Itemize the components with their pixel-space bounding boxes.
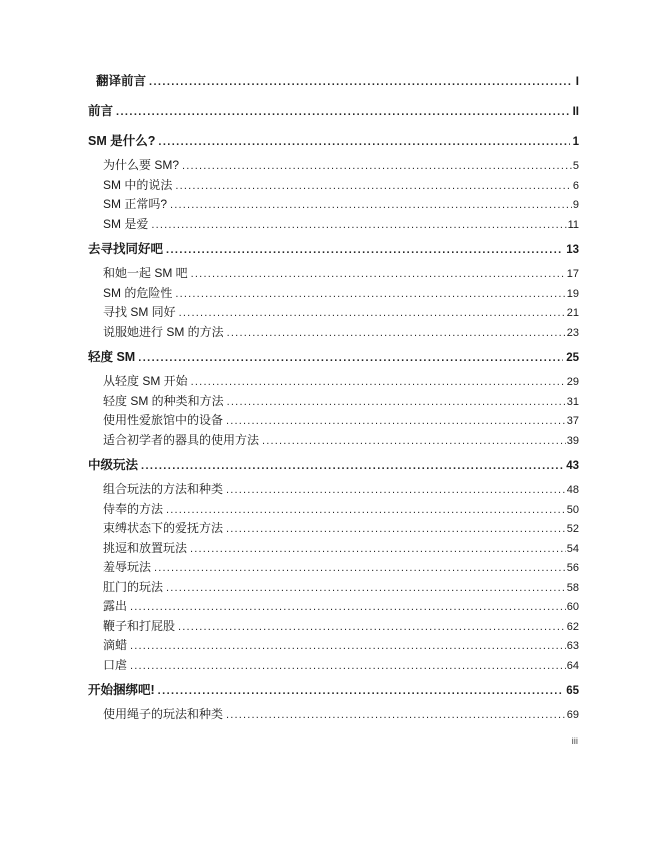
toc-entry-label: 鞭子和打屁股 — [103, 618, 176, 633]
toc-entry-page-number: 11 — [567, 218, 579, 231]
dot-leader — [226, 706, 566, 726]
toc-entry[interactable] — [88, 539, 579, 559]
dot-leader — [166, 501, 566, 521]
toc-entry[interactable] — [88, 558, 579, 578]
dot-leader — [130, 657, 566, 677]
dot-leader — [191, 265, 566, 285]
toc-entry-label: 轻度 SM 的种类和方法 — [103, 393, 224, 408]
dot-leader — [158, 681, 564, 701]
toc-entry-page-number: 50 — [566, 503, 579, 516]
dot-leader — [158, 132, 569, 152]
toc-entry-page-number: 60 — [566, 601, 579, 613]
toc-entry[interactable] — [88, 71, 579, 91]
toc-entry[interactable] — [88, 176, 579, 196]
toc-entry[interactable] — [88, 500, 579, 520]
toc-entry-label: SM 正常吗? — [103, 197, 168, 211]
dot-leader — [226, 412, 566, 432]
toc-entry-page-number: 17 — [566, 268, 579, 280]
toc-entry-page-number: 48 — [566, 484, 579, 496]
toc-entry[interactable] — [88, 156, 579, 176]
toc-entry-page-number: 43 — [566, 460, 579, 472]
toc-entry-label: 羞辱玩法 — [103, 560, 152, 574]
toc-entry-label: 轻度 SM — [88, 350, 136, 364]
toc-entry-label: SM 的危险性 — [103, 285, 173, 300]
toc-entry[interactable] — [88, 323, 579, 343]
dot-leader — [178, 618, 566, 638]
dot-leader — [130, 598, 566, 618]
dot-leader — [226, 520, 566, 540]
toc-entry-page-number: 39 — [566, 434, 579, 447]
dot-leader — [179, 304, 566, 324]
dot-leader — [182, 157, 572, 177]
toc-entry[interactable] — [88, 656, 579, 676]
toc-entry-label: SM 中的说法 — [103, 177, 173, 192]
toc-entry-label: 和她一起 SM 吧 — [103, 266, 188, 280]
toc-entry[interactable] — [88, 455, 579, 475]
toc-entry-page-number: 6 — [572, 179, 579, 192]
toc-entry[interactable] — [88, 617, 579, 637]
dot-leader — [116, 102, 570, 122]
toc-entry-label: 肛门的玩法 — [103, 579, 164, 594]
toc-entry[interactable] — [88, 392, 579, 412]
dot-leader — [166, 240, 563, 260]
toc-entry-label: 挑逗和放置玩法 — [103, 540, 188, 555]
dot-leader — [170, 196, 572, 216]
toc-entry-page-number: 31 — [566, 395, 579, 408]
dot-leader — [138, 348, 563, 368]
toc-entry-page-number: 1 — [572, 136, 579, 148]
toc-entry-label: 组合玩法的方法和种类 — [103, 482, 224, 496]
toc-entry[interactable] — [88, 705, 579, 725]
dot-leader — [141, 456, 563, 476]
toc-entry-label: 从轻度 SM 开始 — [103, 374, 188, 388]
toc-entry-label: 口虐 — [103, 657, 128, 672]
toc-entry[interactable] — [88, 519, 579, 539]
toc-entry-page-number: 29 — [566, 376, 579, 388]
dot-leader — [227, 393, 566, 413]
toc-entry[interactable] — [88, 347, 579, 367]
toc-entry-page-number: 13 — [566, 244, 579, 256]
toc-entry[interactable] — [88, 215, 579, 235]
toc-entry[interactable] — [88, 131, 579, 151]
dot-leader — [151, 216, 566, 236]
toc-entry[interactable] — [88, 480, 579, 500]
toc-entry-label: 开始捆绑吧! — [88, 683, 155, 697]
toc-entry[interactable] — [88, 101, 579, 121]
dot-leader — [154, 559, 566, 579]
toc-entry-page-number: 19 — [566, 287, 579, 300]
toc-entry-label: 束缚状态下的爱抚方法 — [103, 521, 224, 535]
toc-entry-label: 说服她进行 SM 的方法 — [103, 324, 224, 339]
dot-leader — [191, 373, 566, 393]
toc-entry-label: 中级玩法 — [88, 458, 139, 472]
table-of-contents — [88, 66, 579, 725]
toc-entry-page-number: 56 — [566, 562, 579, 574]
dot-leader — [190, 540, 566, 560]
dot-leader — [149, 72, 573, 92]
dot-leader — [175, 177, 572, 197]
toc-entry-page-number: 9 — [572, 199, 579, 211]
toc-entry-label: SM 是什么? — [88, 134, 156, 148]
toc-entry-page-number: 63 — [566, 640, 579, 652]
toc-entry[interactable] — [88, 431, 579, 451]
toc-entry-page-number: II — [572, 106, 579, 118]
toc-entry[interactable] — [88, 284, 579, 304]
footer-page-number: iii — [571, 736, 578, 747]
toc-entry[interactable] — [88, 195, 579, 215]
toc-entry-label: 寻找 SM 同好 — [103, 305, 176, 319]
toc-entry[interactable] — [88, 578, 579, 598]
toc-entry-page-number: 64 — [566, 659, 579, 672]
dot-leader — [130, 637, 566, 657]
toc-entry-label: 去寻找同好吧 — [88, 242, 164, 256]
dot-leader — [226, 481, 566, 501]
toc-entry[interactable] — [88, 264, 579, 284]
toc-entry-page-number: 21 — [566, 307, 579, 319]
toc-entry-page-number: 69 — [566, 709, 579, 721]
toc-entry-label: 侍奉的方法 — [103, 501, 164, 516]
toc-entry[interactable] — [88, 303, 579, 323]
toc-entry-page-number: 5 — [572, 160, 579, 172]
dot-leader — [227, 324, 566, 344]
toc-entry[interactable] — [88, 372, 579, 392]
toc-entry-label: 前言 — [88, 104, 114, 118]
toc-entry-page-number: 62 — [566, 620, 579, 633]
toc-entry[interactable] — [88, 597, 579, 617]
toc-entry-label: 使用性爱旅馆中的设备 — [103, 413, 224, 427]
toc-entry-label: SM 是爱 — [103, 216, 149, 231]
toc-entry-page-number: I — [575, 76, 579, 88]
toc-entry-page-number: 23 — [566, 326, 579, 339]
toc-entry-page-number: 58 — [566, 581, 579, 594]
toc-entry-label: 翻译前言 — [96, 74, 147, 88]
toc-entry[interactable] — [88, 239, 579, 259]
toc-entry-label: 露出 — [103, 599, 128, 613]
toc-entry-page-number: 65 — [566, 685, 579, 697]
dot-leader — [175, 285, 565, 305]
toc-entry-page-number: 37 — [566, 415, 579, 427]
toc-entry[interactable] — [88, 411, 579, 431]
toc-entry-label: 滴蜡 — [103, 638, 128, 652]
toc-entry-page-number: 52 — [566, 523, 579, 535]
toc-entry[interactable] — [88, 680, 579, 700]
toc-entry-page-number: 25 — [566, 352, 579, 364]
dot-leader — [166, 579, 566, 599]
dot-leader — [262, 432, 566, 452]
toc-entry-label: 为什么要 SM? — [103, 158, 180, 172]
toc-entry-label: 使用绳子的玩法和种类 — [103, 707, 224, 721]
toc-entry-page-number: 54 — [566, 542, 579, 555]
toc-entry[interactable] — [88, 636, 579, 656]
toc-entry-label: 适合初学者的器具的使用方法 — [103, 432, 260, 447]
